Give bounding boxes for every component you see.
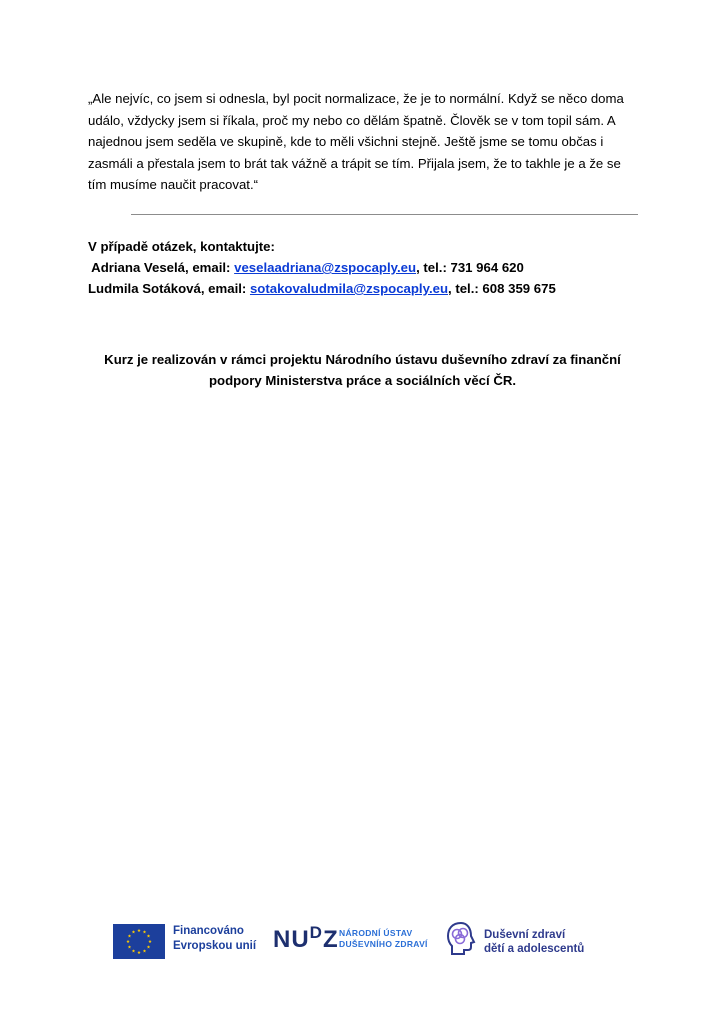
funding-note-line: podpory Ministerstva práce a sociálních věcí ČR.	[208, 373, 517, 388]
contact-person-1	[88, 257, 648, 278]
quote-line: tím musíme naučit pracovat.“	[88, 177, 259, 192]
contact-person-1-email-link[interactable]: veselaadriana@zspocaply.eu	[234, 260, 417, 275]
funding-note	[60, 349, 665, 391]
contact-person-2-email-link[interactable]: sotakovaludmila@zspocaply.eu	[249, 281, 448, 296]
horizontal-divider	[131, 214, 638, 215]
dz-logo-text: Duševní zdraví dětí a adolescentů	[484, 929, 585, 955]
quote-line: událo, vždycky jsem si říkala, proč my nebo co dělám špatně. Člověk se v tom topil sám. A	[88, 112, 616, 128]
logo-bar	[113, 918, 613, 962]
quote-line: najednou jsem seděla ve skupině, kde to měli všichni stejně. Ještě jsme se tomu občas i	[88, 134, 604, 149]
contact-person-1-name: Adriana Veselá, email:	[88, 260, 235, 275]
eu-funding-label: Financováno Evropskou unií	[173, 925, 257, 952]
contact-person-2	[88, 278, 648, 299]
nudz-logo-mark: $NU^DZ$	[273, 923, 339, 953]
contact-block	[88, 236, 648, 299]
contact-person-2-name: Ludmila Sotáková, email:	[88, 281, 250, 296]
eu-flag-icon	[113, 924, 165, 959]
quote-line: zasmáli a přestala jsem to brát tak vážně a trápit se tím. Přijala jsem, že to takhle je a že se	[88, 155, 621, 171]
contact-person-1-phone: , tel.: 731 964 620	[416, 260, 524, 275]
funding-note-line: Kurz je realizován v rámci projektu Národního ústavu duševního zdraví za finanční	[104, 352, 621, 367]
contact-person-2-phone: , tel.: 608 359 675	[448, 281, 556, 296]
quote-line: „Ale nejvíc, co jsem si odnesla, byl pocit normalizace, že je to normální. Když se něco doma	[88, 91, 624, 106]
contact-heading: V případě otázek, kontaktujte:	[88, 239, 275, 254]
nudz-logo-text: NÁRODNÍ ÚSTAV DUŠEVNÍHO ZDRAVÍ	[339, 928, 428, 949]
head-brain-icon	[446, 921, 476, 957]
quote-paragraph	[88, 88, 643, 196]
